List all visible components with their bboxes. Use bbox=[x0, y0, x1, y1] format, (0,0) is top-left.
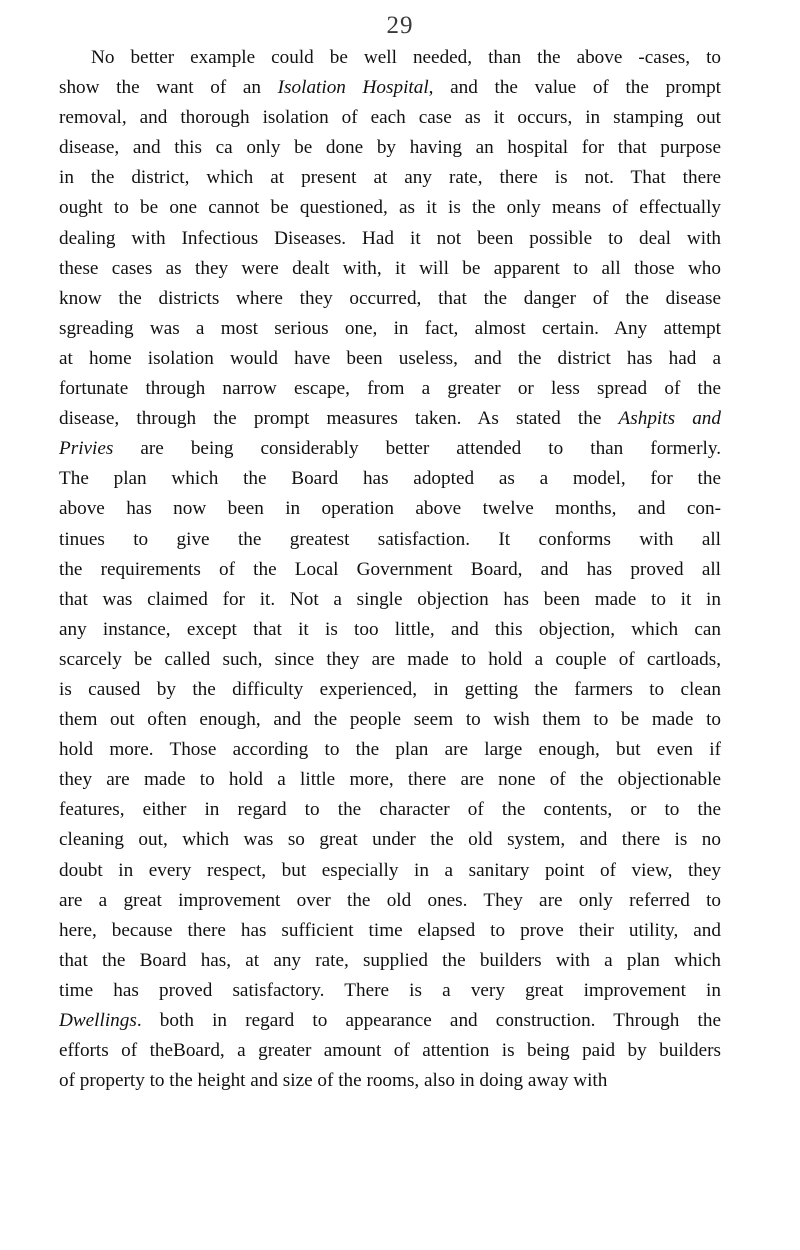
page-number: 29 bbox=[386, 12, 414, 39]
text-line: sgreading was a most serious one, in fact, almost certain. Any attempt bbox=[59, 317, 721, 339]
text-line: removal, and thorough isolation of each case as it occurs, in stamping out bbox=[59, 107, 721, 129]
text-line: they are made to hold a little more, there are none of the objectionable bbox=[59, 769, 721, 791]
text-line: these cases as they were dealt with, it will be apparent to all those who bbox=[59, 257, 721, 279]
text-line: show the want of an Isolation Hospital, and the value of the prompt bbox=[59, 77, 721, 99]
text-line: scarcely be called such, since they are made to hold a couple of cartloads, bbox=[59, 648, 721, 670]
text-line: features, either in regard to the character of the contents, or to the bbox=[59, 799, 721, 821]
text-line: Dwellings. both in regard to appearance and construction. Through the bbox=[59, 1010, 721, 1031]
text-line: is caused by the difficulty experienced, in getting the farmers to clean bbox=[59, 678, 721, 700]
text-line: doubt in every respect, but especially in a sanitary point of view, they bbox=[59, 859, 721, 881]
text-line: fortunate through narrow escape, from a greater or less spread of the bbox=[59, 378, 721, 400]
text-line: that the Board has, at any rate, supplied the builders with a plan which bbox=[59, 949, 721, 971]
text-line: dealing with Infectious Diseases. Had it not been possible to deal with bbox=[59, 227, 721, 249]
text-line: hold more. Those according to the plan are large enough, but even if bbox=[59, 739, 721, 761]
text-line: here, because there has sufficient time elapsed to prove their utility, and bbox=[59, 919, 721, 941]
text-line: the requirements of the Local Government Board, and has proved all bbox=[59, 558, 721, 580]
text-line: disease, through the prompt measures taken. As stated the Ashpits and bbox=[59, 408, 721, 430]
text-line: ought to be one cannot be questioned, as it is the only means of effectually bbox=[59, 197, 721, 219]
text-line: time has proved satisfactory. There is a very great improvement in bbox=[59, 979, 721, 1001]
text-line: The plan which the Board has adopted as a model, for the bbox=[59, 468, 721, 490]
text-line: in the district, which at present at any rate, there is not. That there bbox=[59, 167, 721, 189]
text-line: know the districts where they occurred, that the danger of the disease bbox=[59, 287, 721, 309]
text-line: tinues to give the greatest satisfaction. It conforms with all bbox=[59, 528, 721, 550]
text-line: at home isolation would have been useless, and the district has had a bbox=[59, 347, 721, 369]
text-line: efforts of theBoard, a greater amount of attention is being paid by builders bbox=[59, 1040, 721, 1062]
text-line: them out often enough, and the people seem to wish them to be made to bbox=[59, 709, 721, 731]
text-line: of property to the height and size of the rooms, also in doing away with bbox=[59, 1070, 608, 1092]
text-line: Privies are being considerably better attended to than formerly. bbox=[59, 438, 721, 460]
text-line: any instance, except that it is too little, and this objection, which can bbox=[59, 618, 721, 640]
text-line: are a great improvement over the old ones. They are only referred to bbox=[59, 889, 721, 911]
text-line: cleaning out, which was so great under the old system, and there is no bbox=[59, 829, 721, 851]
text-line: No better example could be well needed, than the above -cases, to bbox=[91, 47, 721, 68]
text-line: above has now been in operation above twelve months, and con- bbox=[59, 498, 721, 520]
body-text bbox=[59, 43, 721, 1096]
text-line: disease, and this ca only be done by having an hospital for that purpose bbox=[59, 137, 721, 159]
text-line: that was claimed for it. Not a single objection has been made to it in bbox=[59, 588, 721, 610]
